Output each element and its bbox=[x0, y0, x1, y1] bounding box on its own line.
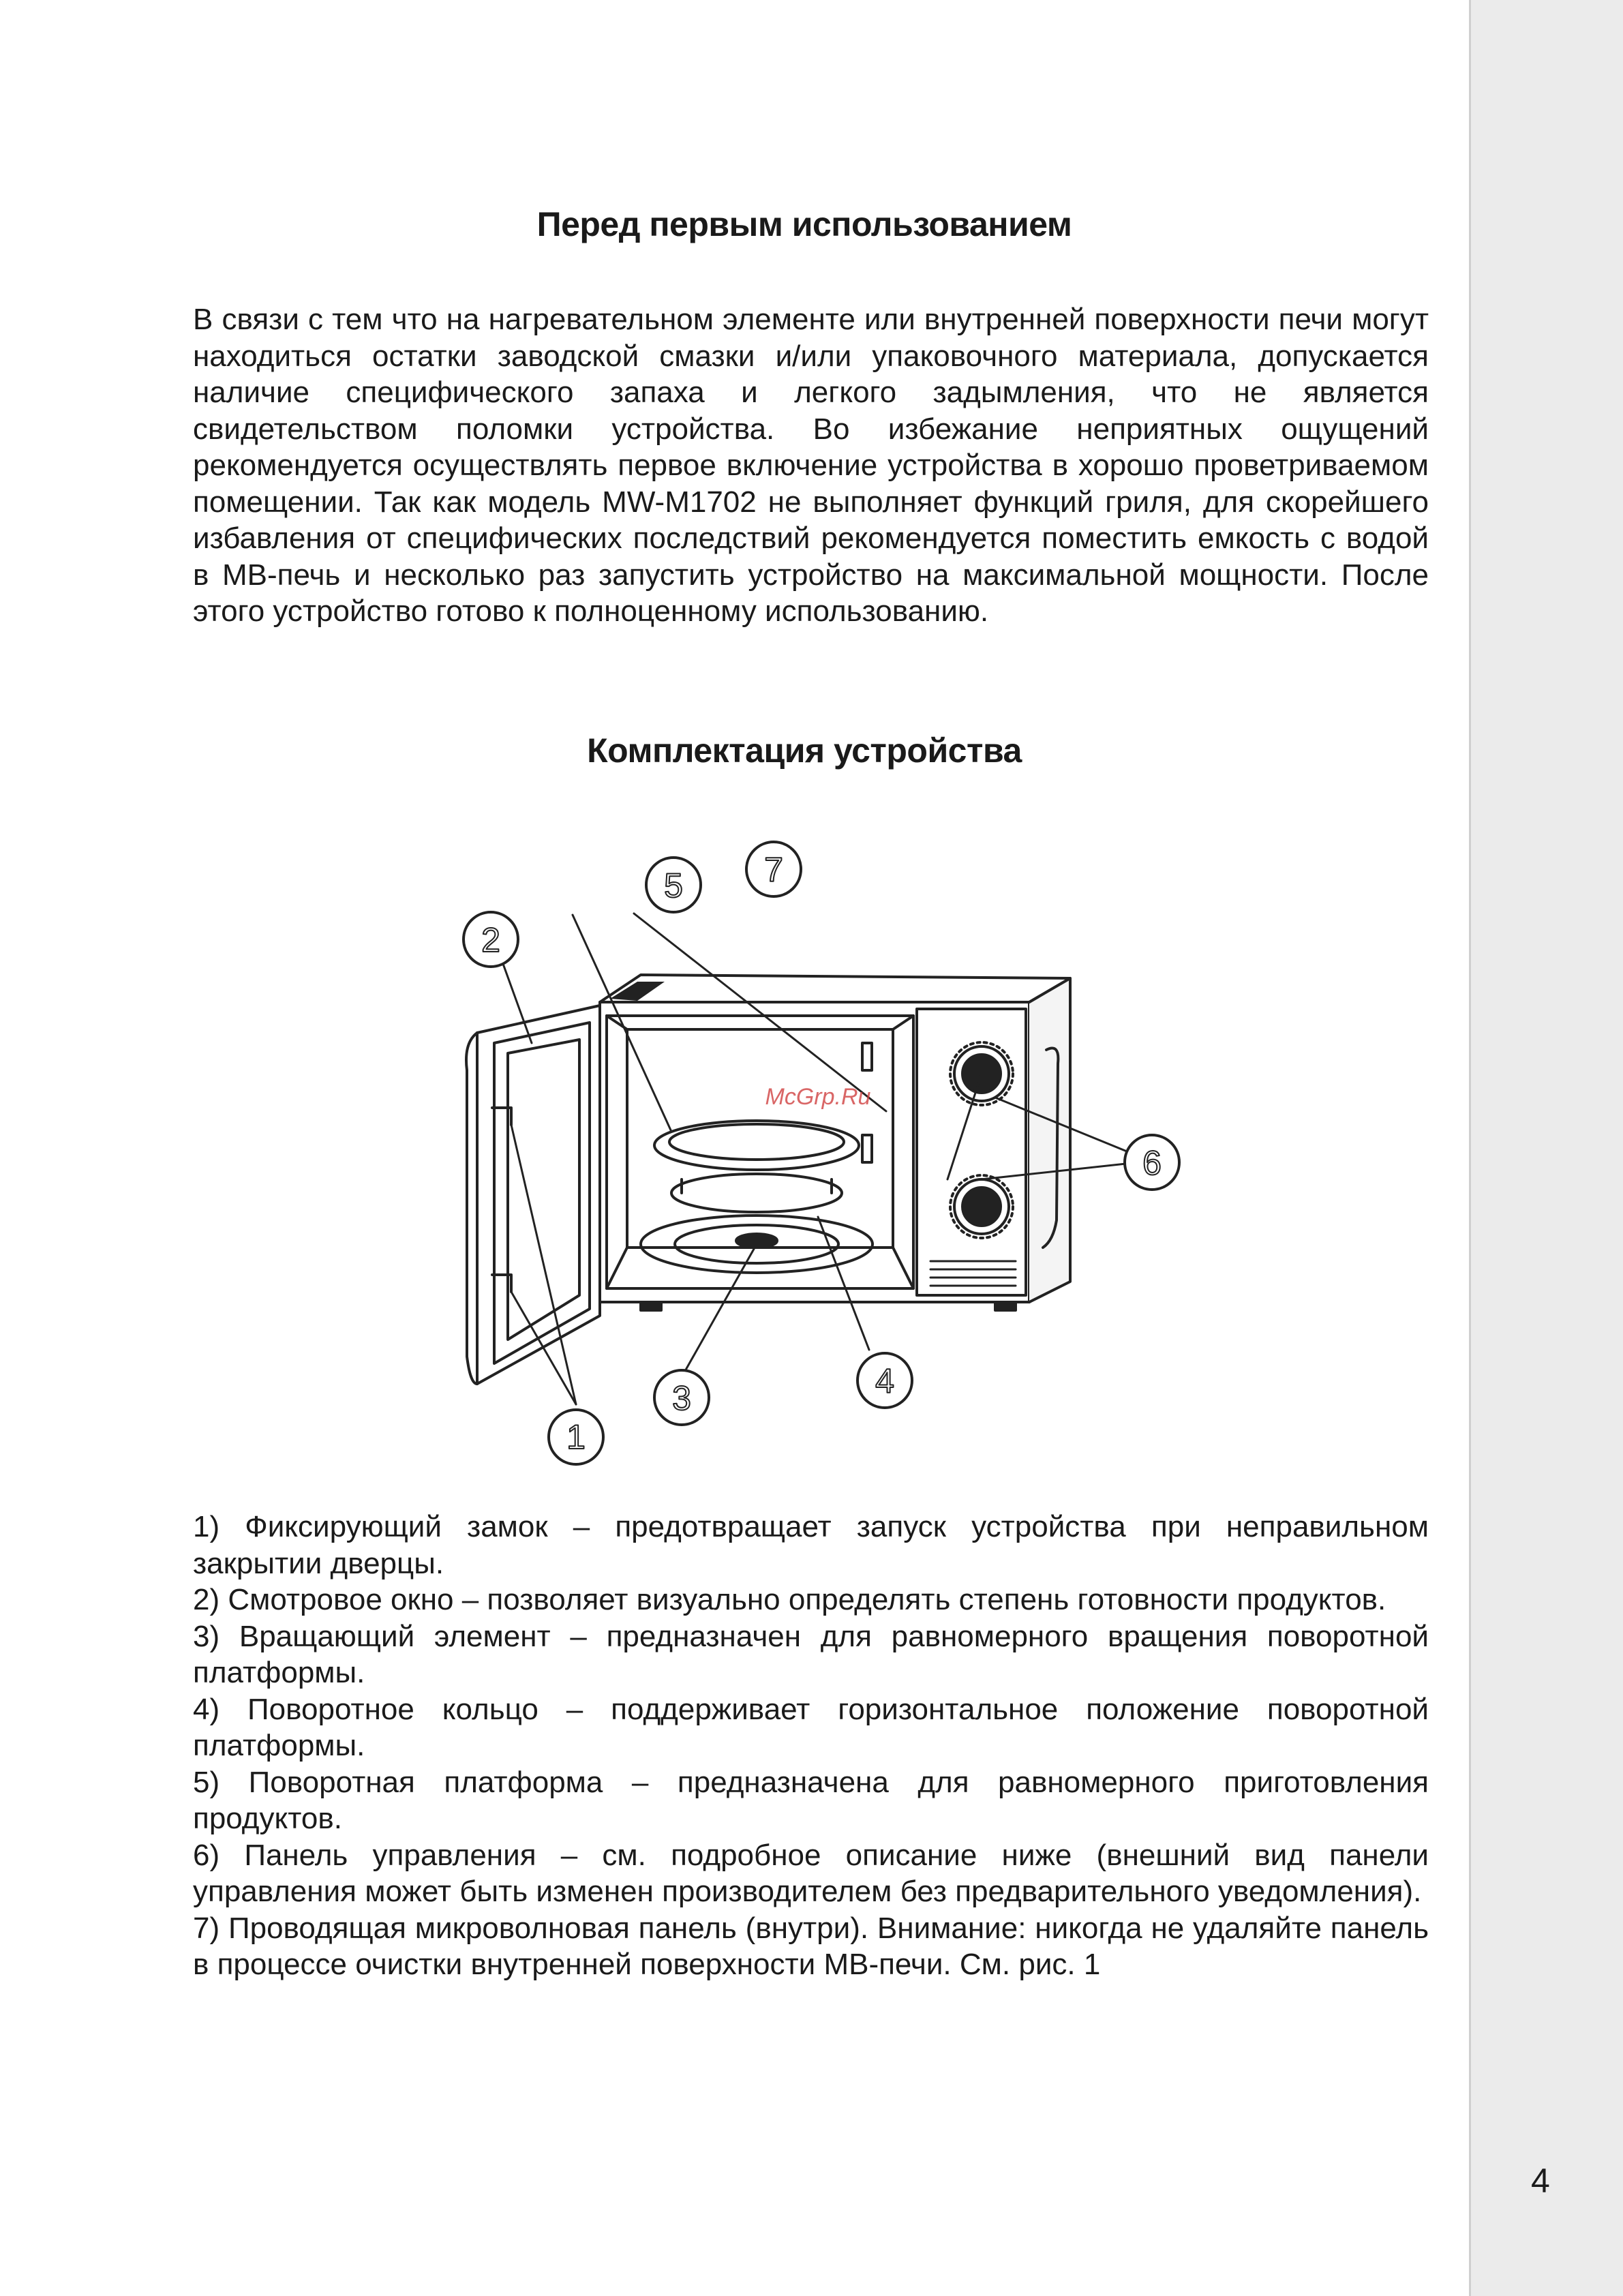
page-number: 4 bbox=[1531, 2162, 1550, 2200]
callout-5-label: 5 bbox=[664, 866, 683, 905]
page-margin-strip bbox=[1469, 0, 1623, 2296]
section-title-before-first-use: Перед первым использованием bbox=[536, 205, 1072, 243]
turntable-platform bbox=[654, 1121, 859, 1170]
callout-7 bbox=[746, 842, 801, 896]
before-use-paragraph: В связи с тем что на нагревательном элементе или внутренней поверхности печи могут находиться остатки заводской смазки и/или упаковочного материала, допускается наличие специфического запаха и легкого задымления, что не является свидетельством поломки устройства. Во избежание неприятных ощущений рекомендуется осуществлять первое включение устройства в хорошо проветриваемом помещении. Так как модель MW-M1702 не выполняет функций гриля, для скорейшего избавления от специфических последствий рекомендуется поместить емкость с водой в МВ-печь и несколько раз запустить устройство на максимальной мощности. После этого устройство готово к полноценному использованию. bbox=[193, 303, 1429, 628]
callout-6 bbox=[1125, 1135, 1179, 1190]
watermark-text: McGrp.Ru bbox=[765, 1084, 871, 1110]
callout-4-label: 4 bbox=[875, 1362, 894, 1400]
microwave-diagram bbox=[436, 839, 1200, 1479]
callout-3-label: 3 bbox=[672, 1379, 691, 1417]
callout-5 bbox=[646, 858, 701, 912]
list-item: 5) Поворотная платформа – предназначена для равномерного приготовления продуктов. bbox=[193, 1765, 1429, 1835]
list-item: 1) Фиксирующий замок – предотвращает запуск устройства при неправильном закрытии дверцы. bbox=[193, 1510, 1429, 1580]
components-list bbox=[193, 1509, 1429, 1983]
callout-2-label: 2 bbox=[481, 921, 500, 959]
list-item: 3) Вращающий элемент – предназначен для равномерного вращения поворотной платформы. bbox=[193, 1619, 1429, 1689]
section-title-package-contents: Комплектация устройства bbox=[587, 731, 1022, 770]
microwave-door bbox=[466, 1006, 600, 1384]
callout-2 bbox=[464, 912, 518, 967]
callout-7-label: 7 bbox=[764, 851, 783, 889]
callout-4 bbox=[858, 1353, 912, 1408]
callout-6-label: 6 bbox=[1142, 1144, 1162, 1182]
callout-3 bbox=[654, 1370, 709, 1425]
callout-1-label: 1 bbox=[566, 1418, 586, 1456]
list-item: 6) Панель управления – см. подробное описание ниже (внешний вид панели управления может быть изменен производителем без предварительного уведомления). bbox=[193, 1838, 1429, 1908]
list-item: 4) Поворотное кольцо – поддерживает горизонтальное положение поворотной платформы. bbox=[193, 1692, 1429, 1762]
callout-1 bbox=[549, 1410, 603, 1464]
list-item: 2) Смотровое окно – позволяет визуально определять степень готовности продуктов. bbox=[193, 1583, 1386, 1616]
list-item: 7) Проводящая микроволновая панель (внутри). Внимание: никогда не удаляйте панель в процессе очистки внутренней поверхности МВ-печи. См. рис. 1 bbox=[193, 1911, 1429, 1981]
